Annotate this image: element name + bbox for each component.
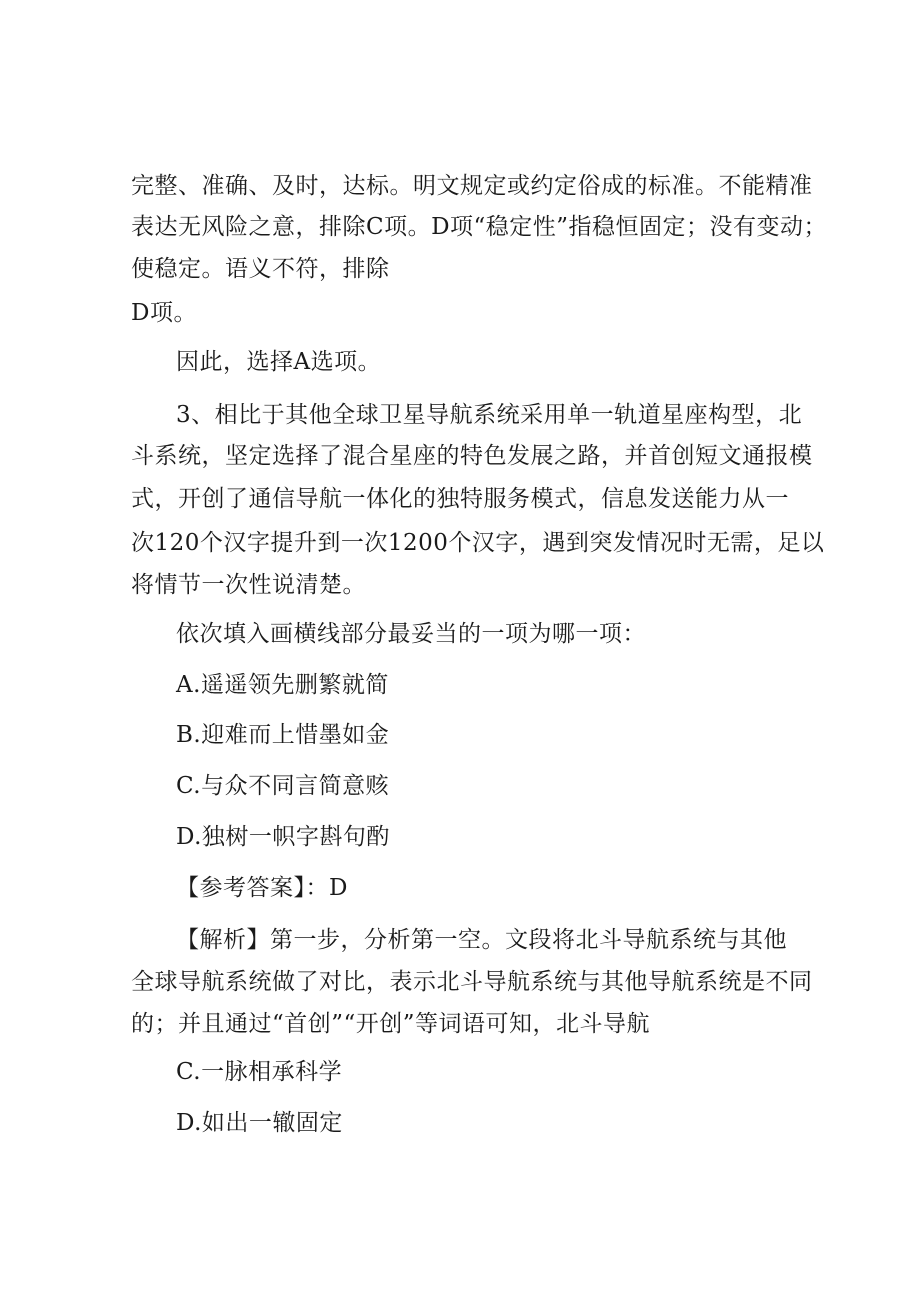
- question-line: 式，开创了通信导航一体化的独特服务模式，信息发送能力从一: [131, 486, 789, 512]
- reference-answer: 【参考答案】：D: [176, 875, 348, 901]
- paragraph-line: D项。: [131, 300, 197, 326]
- option-c-extra: C.一脉相承科学: [176, 1059, 343, 1085]
- question-line: 次120个汉字提升到一次1200个汉字，遇到突发情况时无需，足以: [131, 530, 825, 556]
- option-b: B.迎难而上惜墨如金: [176, 722, 390, 748]
- paragraph-line: 使稳定。语义不符，排除: [131, 256, 390, 282]
- question-prompt: 依次填入画横线部分最妥当的一项为哪一项：: [176, 621, 646, 647]
- analysis-line: 的；并且通过“首创”“开创”等词语可知，北斗导航: [131, 1011, 651, 1037]
- question-line: 斗系统，坚定选择了混合星座的特色发展之路，并首创短文通报模: [131, 443, 813, 469]
- option-c: C.与众不同言简意赅: [176, 773, 390, 799]
- option-d-extra: D.如出一辙固定: [176, 1110, 343, 1136]
- conclusion-line: 因此，选择A选项。: [176, 349, 382, 375]
- question-line: 将情节一次性说清楚。: [131, 572, 366, 598]
- option-a: A.遥遥领先删繁就简: [176, 672, 389, 698]
- option-d: D.独树一帜字斟句酌: [176, 824, 390, 850]
- analysis-line: 全球导航系统做了对比，表示北斗导航系统与其他导航系统是不同: [131, 969, 813, 995]
- paragraph-line: 表达无风险之意，排除C项。D项“稳定性”指稳恒固定；没有变动；: [131, 214, 828, 240]
- question-line: 3、相比于其他全球卫星导航系统采用单一轨道星座构型，北: [176, 402, 803, 428]
- paragraph-line: 完整、准确、及时，达标。明文规定或约定俗成的标准。不能精准: [131, 173, 813, 199]
- analysis-line: 【解析】第一步，分析第一空。文段将北斗导航系统与其他: [176, 927, 787, 953]
